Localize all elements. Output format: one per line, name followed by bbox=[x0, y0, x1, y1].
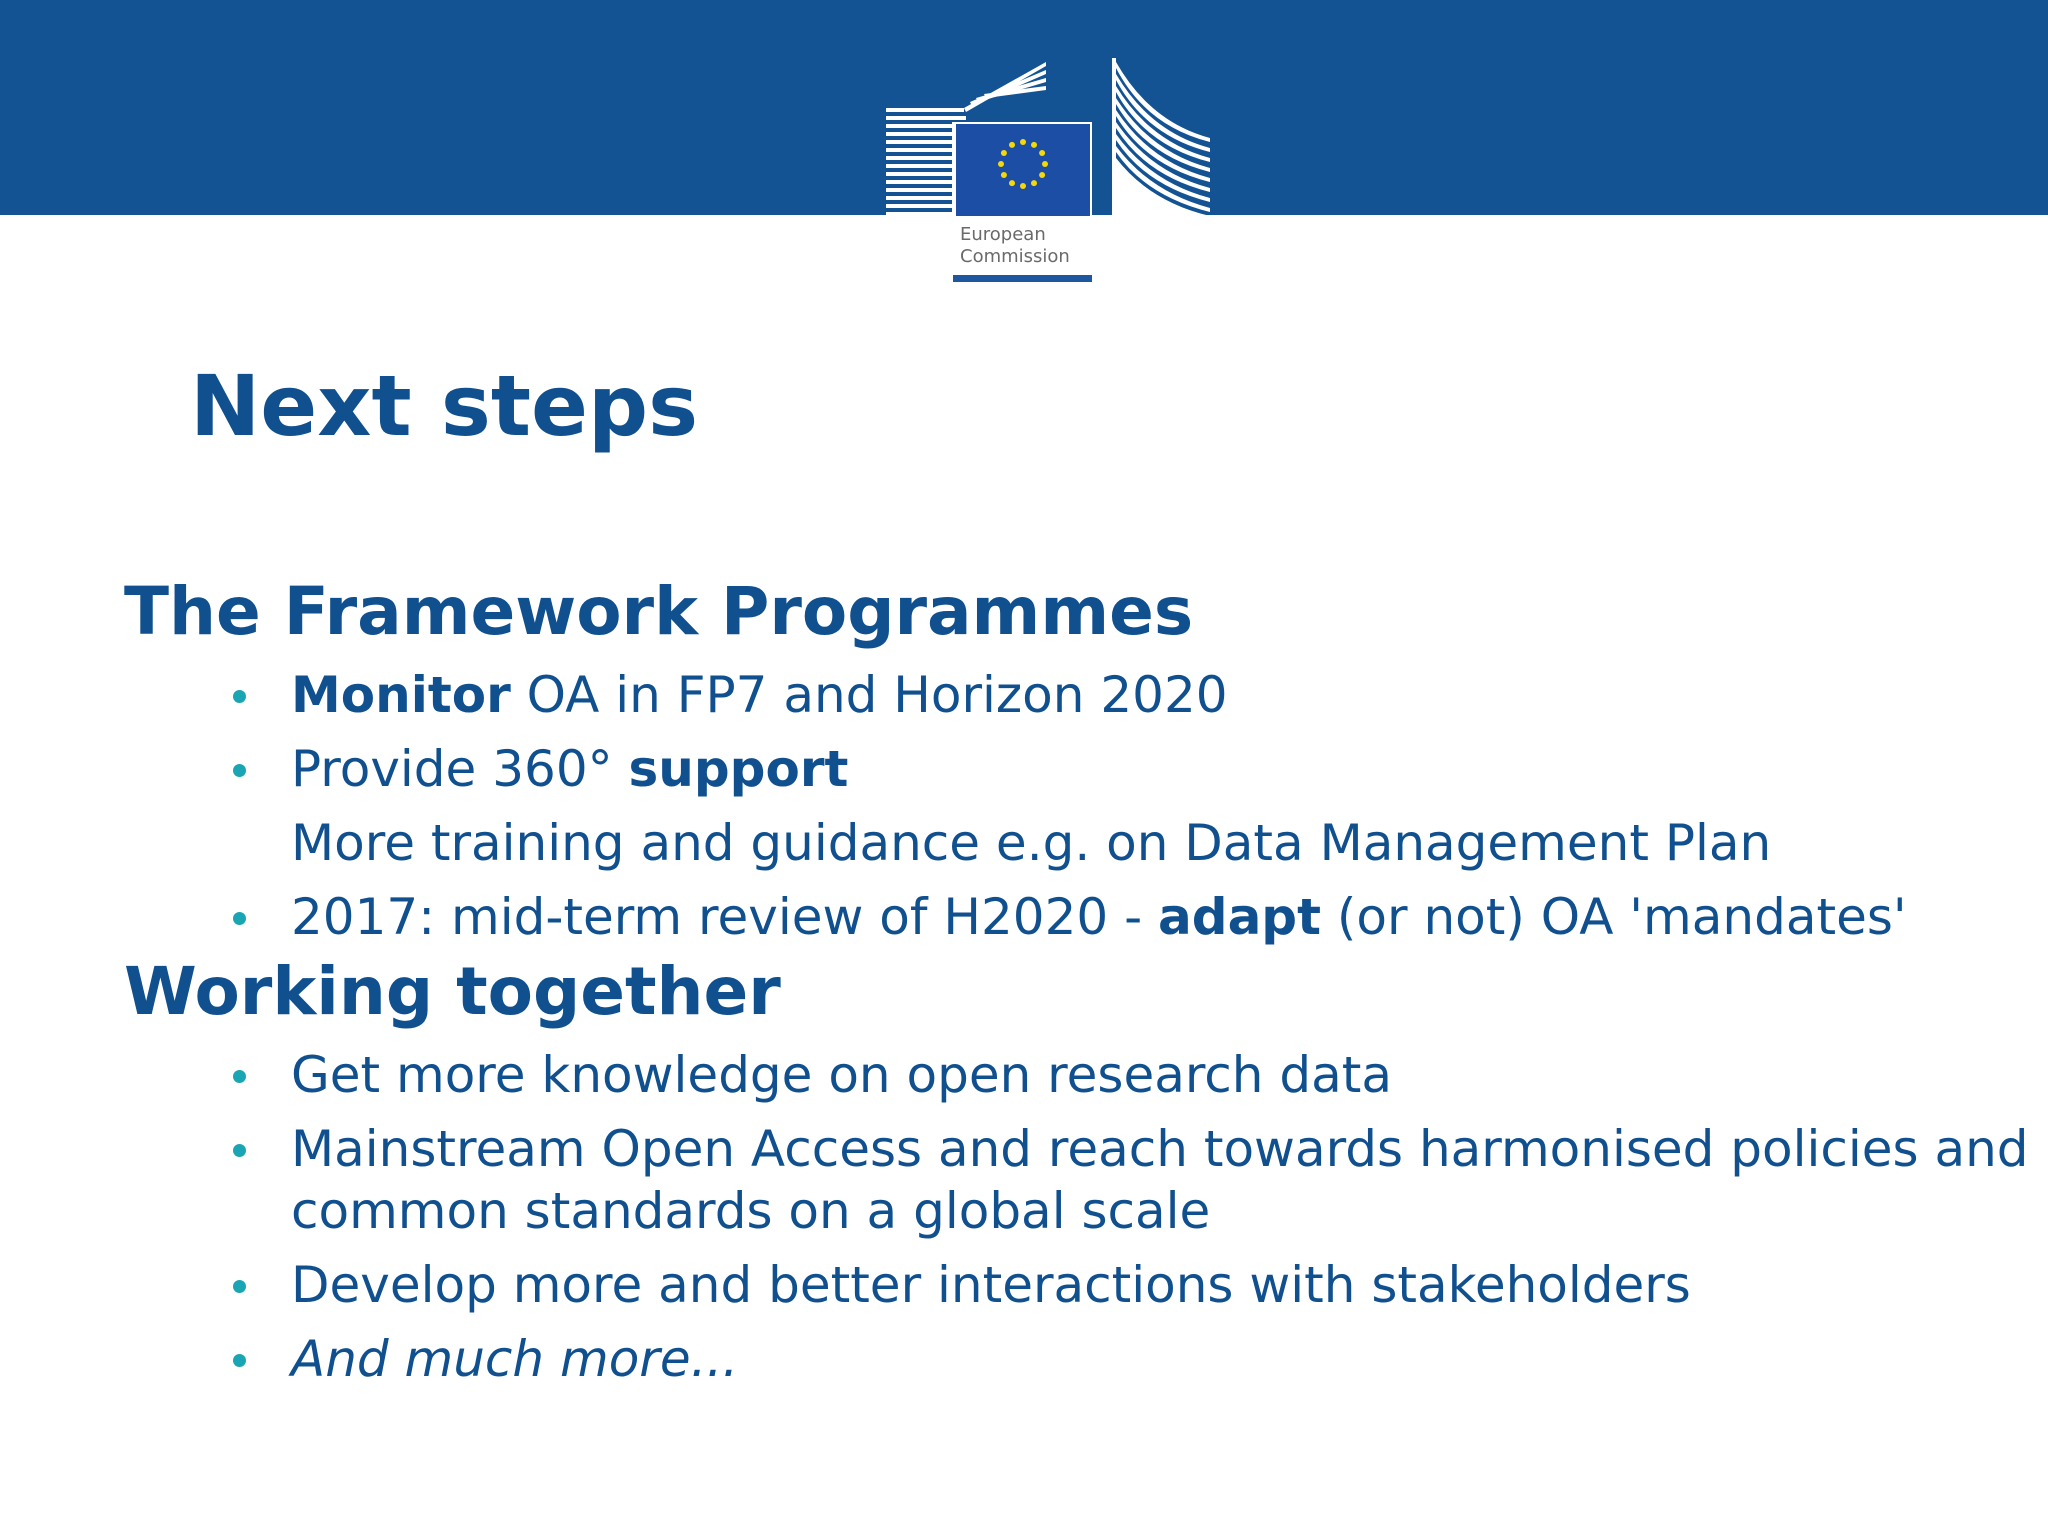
slide-content bbox=[124, 572, 2029, 1390]
list-item bbox=[291, 738, 2024, 800]
item-text: 2017: mid-term review of H2020 - bbox=[291, 888, 1159, 946]
item-text: Provide 360° bbox=[291, 740, 629, 798]
list-item bbox=[291, 1328, 2024, 1390]
european-commission-logo bbox=[880, 52, 1216, 286]
logo-wordmark bbox=[960, 224, 1070, 268]
item-bold-text: adapt bbox=[1158, 888, 1321, 946]
logo-underline bbox=[953, 275, 1092, 282]
item-italic-text: And much more... bbox=[291, 1330, 739, 1388]
list-item bbox=[291, 886, 2024, 948]
item-text: OA in FP7 and Horizon 2020 bbox=[510, 666, 1228, 724]
working-together-list bbox=[124, 1044, 2029, 1390]
section-heading-working-together: Working together bbox=[124, 953, 781, 1030]
logo-wordmark-line1: European bbox=[960, 224, 1046, 245]
page-title: Next steps bbox=[190, 357, 699, 455]
sub-item: More training and guidance e.g. on Data Management Plan bbox=[291, 814, 1772, 872]
list-item: Get more knowledge on open research data bbox=[291, 1044, 2024, 1106]
item-bold-text: support bbox=[628, 740, 849, 798]
list-item: Develop more and better interactions with stakeholders bbox=[291, 1254, 2024, 1316]
list-item bbox=[291, 664, 2024, 726]
framework-programmes-list bbox=[124, 664, 2024, 948]
item-bold-text: Monitor bbox=[291, 666, 511, 724]
list-item: Mainstream Open Access and reach towards harmonised policies and common standards on a global scale bbox=[291, 1118, 2048, 1242]
section-heading-framework-programmes: The Framework Programmes bbox=[124, 573, 1194, 650]
item-text: (or not) OA 'mandates' bbox=[1321, 888, 1907, 946]
logo-building-right bbox=[1112, 58, 1210, 218]
eu-flag bbox=[956, 124, 1090, 220]
logo-wordmark-line2: Commission bbox=[960, 246, 1070, 267]
